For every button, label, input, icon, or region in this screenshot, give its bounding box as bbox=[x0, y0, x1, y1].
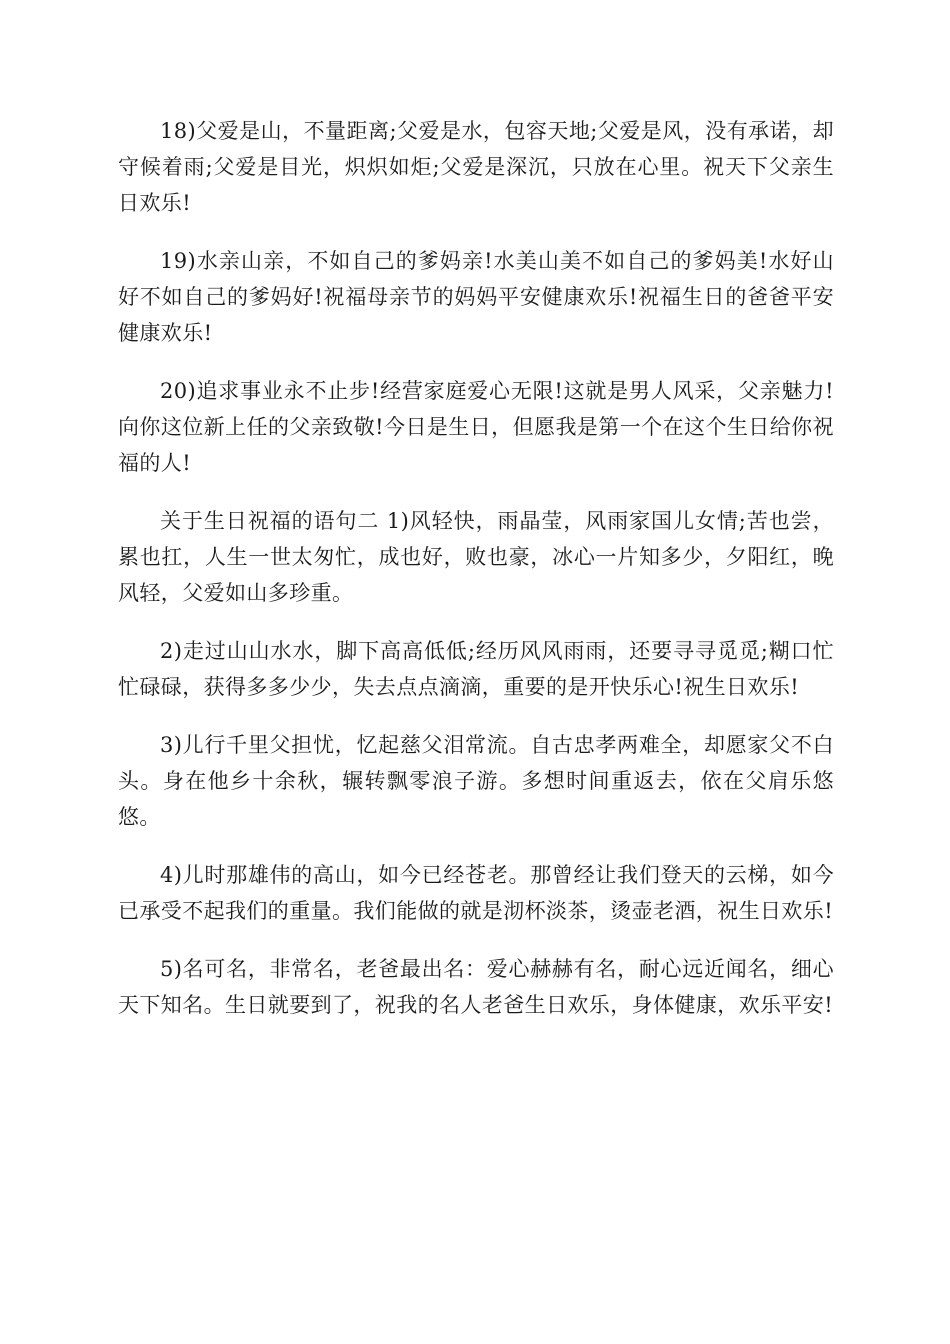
paragraph-2: 2)走过山山水水，脚下高高低低;经历风风雨雨，还要寻寻觅觅;糊口忙忙碌碌，获得多多少少，失去点点滴滴，重要的是开快乐心!祝生日欢乐! bbox=[118, 639, 834, 699]
paragraph-4: 4)儿时那雄伟的高山，如今已经苍老。那曾经让我们登天的云梯，如今已承受不起我们的重量。我们能做的就是沏杯淡茶，烫壶老酒，祝生日欢乐! bbox=[118, 863, 834, 923]
document-body bbox=[118, 113, 834, 1045]
paragraph-20: 20)追求事业永不止步!经营家庭爱心无限!这就是男人风采，父亲魅力!向你这位新上任的父亲致敬!今日是生日，但愿我是第一个在这个生日给你祝福的人! bbox=[118, 379, 834, 475]
paragraph-3: 3)儿行千里父担忧，忆起慈父泪常流。自古忠孝两难全，却愿家父不白头。身在他乡十余秋，辗转飘零浪子游。多想时间重返去，依在父肩乐悠悠。 bbox=[118, 733, 834, 829]
paragraph-18: 18)父爱是山，不量距离;父爱是水，包容天地;父爱是风，没有承诺，却守候着雨;父爱是目光，炽炽如炬;父爱是深沉，只放在心里。祝天下父亲生日欢乐! bbox=[118, 119, 834, 215]
paragraph-5: 5)名可名，非常名，老爸最出名：爱心赫赫有名，耐心远近闻名，细心天下知名。生日就要到了，祝我的名人老爸生日欢乐，身体健康，欢乐平安! bbox=[118, 957, 834, 1017]
paragraph-section-two-1: 关于生日祝福的语句二 1)风轻快，雨晶莹，风雨家国儿女情;苦也尝，累也扛，人生一世太匆忙，成也好，败也豪，冰心一片知多少，夕阳红，晚风轻，父爱如山多珍重。 bbox=[118, 509, 834, 605]
paragraph-19: 19)水亲山亲，不如自己的爹妈亲!水美山美不如自己的爹妈美!水好山好不如自己的爹妈好!祝福母亲节的妈妈平安健康欢乐!祝福生日的爸爸平安健康欢乐! bbox=[118, 249, 834, 345]
